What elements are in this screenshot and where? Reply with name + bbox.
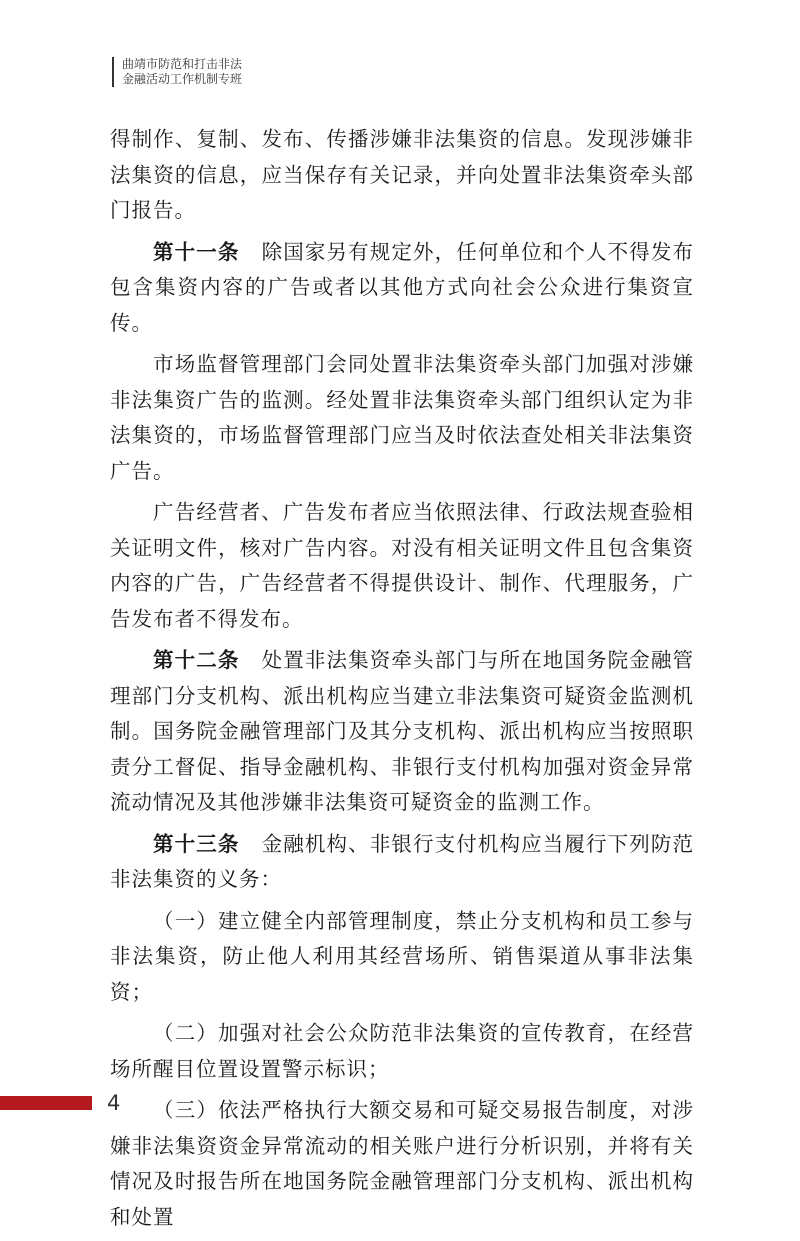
footer-accent-bar [0,1096,92,1110]
paragraph-text: （三）依法严格执行大额交易和可疑交易报告制度，对涉嫌非法集资资金异常流动的相关账户进行分析识别，并将有关情况及时报告所在地国务院金融管理部门分支机构、派出机构和处置 [110,1098,694,1229]
paragraph-3 [110,347,694,489]
article-13 [110,827,694,898]
list-item-3 [110,1093,694,1235]
article-11 [110,235,694,342]
article-label: 第十二条 [153,648,240,672]
paragraph-text: 处置非法集资牵头部门与所在地国务院金融管理部门分支机构、派出机构应当建立非法集资可疑资金监测机制。国务院金融管理部门及其分支机构、派出机构应当按照职责分工督促、指导金融机构、非银行支付机构加强对资金异常流动情况及其他涉嫌非法集资可疑资金的监测工作。 [110,648,695,814]
article-label: 第十三条 [153,831,240,856]
header-line-1: 曲靖市防范和打击非法 [122,57,243,71]
paragraph-text: 得制作、复制、发布、传播涉嫌非法集资的信息。发现涉嫌非法集资的信息，应当保存有关记录，并向处置非法集资牵头部门报告。 [110,127,694,222]
paragraph-4 [110,495,694,637]
page-number: 4 [107,1091,121,1115]
article-label: 第十一条 [153,239,240,264]
paragraph-1 [110,122,694,229]
paragraph-text: 市场监督管理部门会同处置非法集资牵头部门加强对涉嫌非法集资广告的监测。经处置非法集资牵头部门组织认定为非法集资的，市场监督管理部门应当及时依法查处相关非法集资广告。 [110,352,694,483]
header-line-2: 金融活动工作机制专班 [122,72,243,86]
list-item-1 [110,904,694,1011]
article-12 [110,643,694,821]
paragraph-text: （一）建立健全内部管理制度，禁止分支机构和员工参与非法集资，防止他人利用其经营场所、销售渠道从事非法集资； [110,908,694,1004]
paragraph-text: 金融机构、非银行支付机构应当履行下列防范非法集资的义务： [110,831,695,891]
body-text [110,122,694,1241]
running-header [112,57,242,87]
paragraph-text: 除国家另有规定外，任何单位和个人不得发布包含集资内容的广告或者以其他方式向社会公众进行集资宣传。 [110,239,695,335]
list-item-2 [110,1016,694,1087]
paragraph-text: （二）加强对社会公众防范非法集资的宣传教育，在经营场所醒目位置设置警示标识； [110,1021,694,1081]
paragraph-text: 广告经营者、广告发布者应当依照法律、行政法规查验相关证明文件，核对广告内容。对没有相关证明文件且包含集资内容的广告，广告经营者不得提供设计、制作、代理服务，广告发布者不得发布。 [110,500,694,631]
